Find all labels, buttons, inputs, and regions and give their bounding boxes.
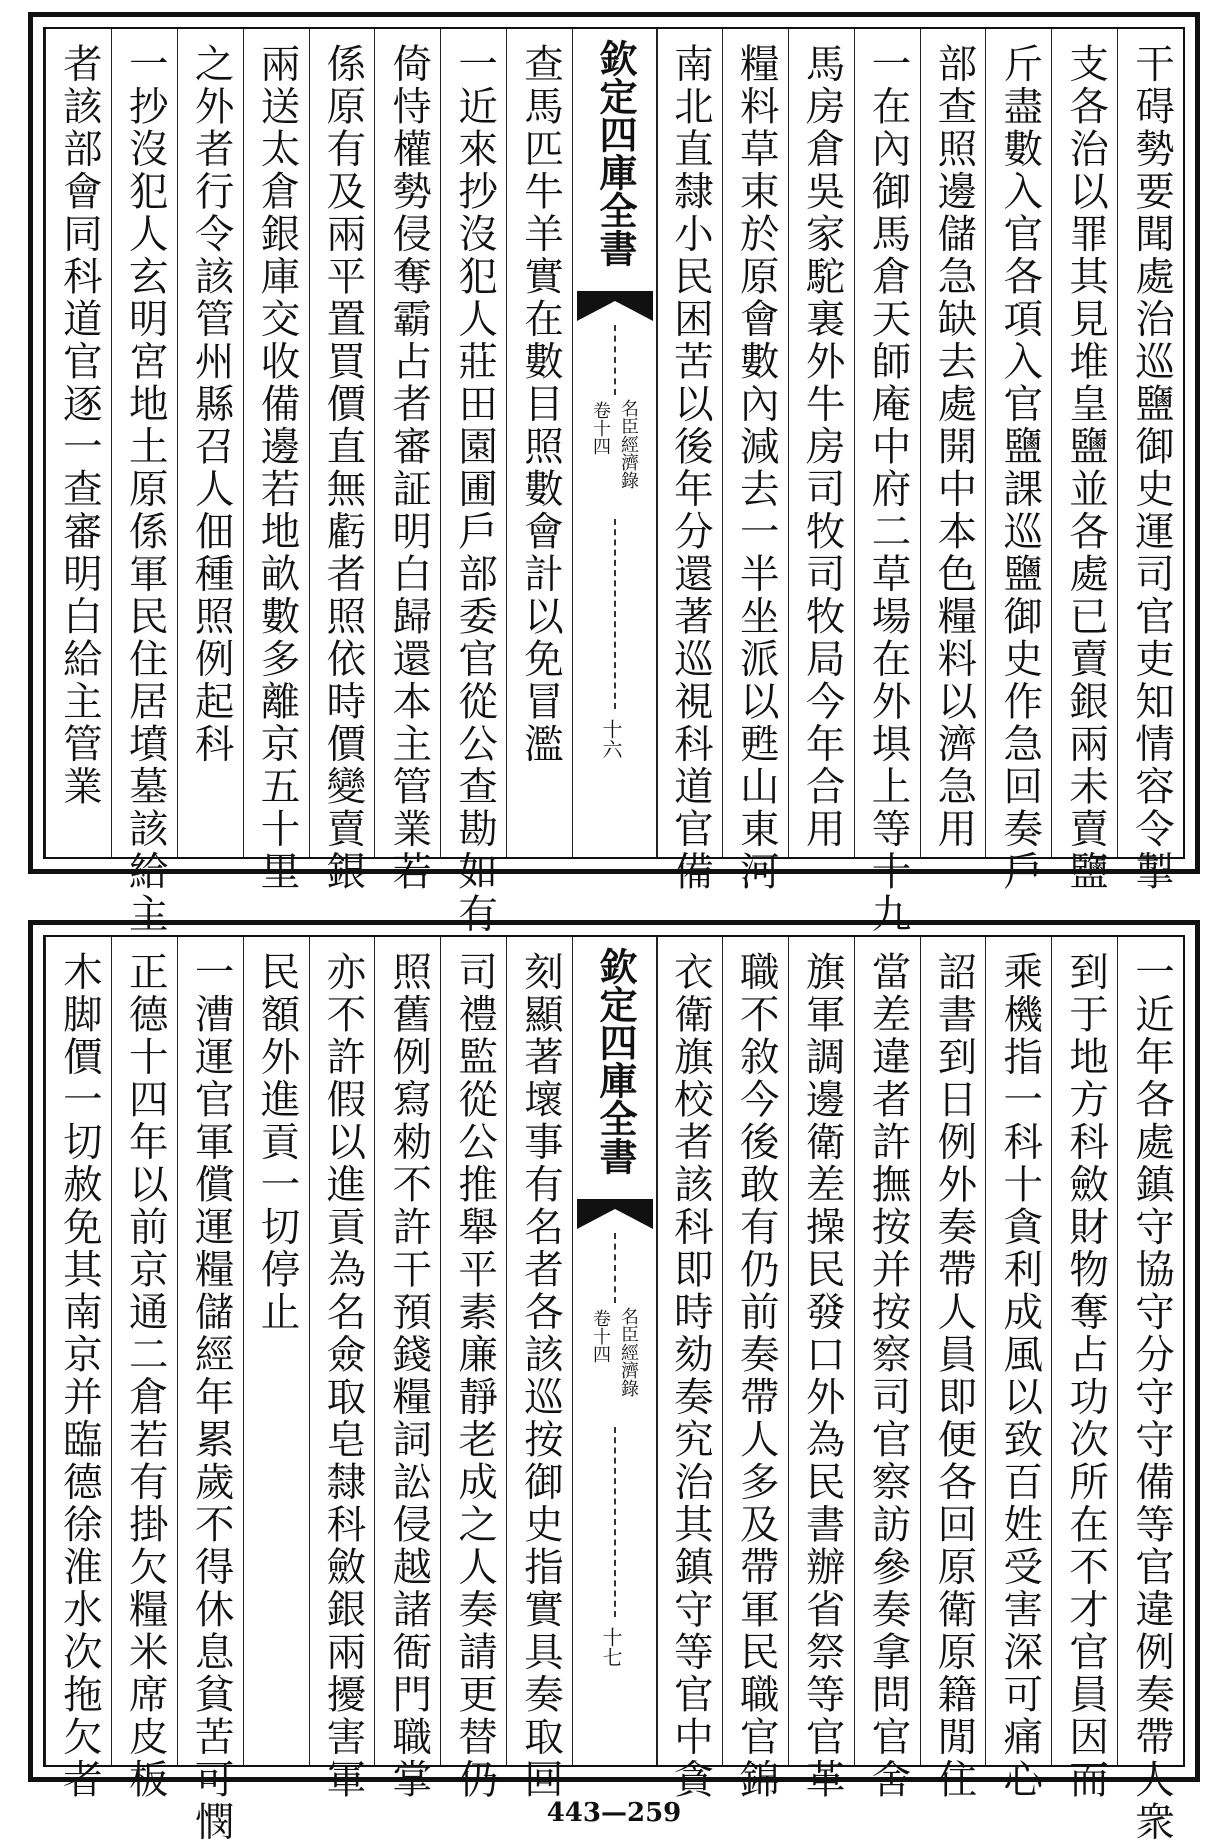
column xyxy=(45,937,112,1802)
column-text: 一近年各處鎮守協守分守守備等官違例奏帶人衆 xyxy=(1129,951,1175,1844)
column xyxy=(177,937,244,1844)
column-text: 一近來抄沒犯人莊田園圃戶部委官從公查勘如有 xyxy=(452,43,499,936)
column-text: 斤盡數入官各項入官鹽課巡鹽御史作急回奏戶 xyxy=(997,43,1044,894)
column xyxy=(374,29,441,894)
column xyxy=(177,29,244,857)
column-text: 者該部會同科道官逐一查審明白給主管業 xyxy=(56,43,103,809)
column-text: 兩送太倉銀庫交收備邊若地畝數多離京五十里 xyxy=(254,43,301,894)
column-text: 正德十四年以前京通二倉若有掛欠糧米席皮板 xyxy=(122,951,169,1802)
column xyxy=(440,937,507,1802)
column xyxy=(45,29,112,857)
column-text: 部查照邊儲急缺去處開中本色糧料以濟急用 xyxy=(931,43,978,851)
column xyxy=(854,937,921,1802)
column-text: 照舊例寫勑不許干預錢糧詞訟侵越諸衙門職掌 xyxy=(386,951,433,1802)
column xyxy=(788,29,855,857)
column xyxy=(1051,29,1118,894)
column xyxy=(985,29,1052,894)
column-text: 衣衛旗校者該科即時劾奏究治其鎮守等官中貪 xyxy=(667,951,714,1802)
column-text: 一在內御馬倉天師庵中府二草場在外埧上等十九 xyxy=(865,43,912,936)
column xyxy=(920,29,987,857)
column-text: 詔書到日例外奏帶人員即便各回原衛原籍閒住 xyxy=(931,951,978,1802)
column-text: 民額外進貢一切停止 xyxy=(254,951,301,1334)
column xyxy=(1051,937,1118,1802)
column-text: 乘機指一科十貪利成風以致百姓受害深可痛心 xyxy=(997,951,1044,1802)
column xyxy=(722,29,789,894)
column xyxy=(243,29,310,894)
column xyxy=(722,937,789,1802)
column xyxy=(788,937,855,1802)
column-text: 糧料草束於原會數內減去一半坐派以甦山東河 xyxy=(733,43,780,894)
fold-line xyxy=(614,325,616,395)
column-text: 一漕運官軍償運糧儲經年累歲不得休息貧苦可憫 xyxy=(188,951,235,1844)
column xyxy=(1117,29,1184,894)
folio-number: 十七 xyxy=(599,1627,623,1667)
column-text: 亦不許假以進貢為名僉取皂隸科斂銀兩擾害軍 xyxy=(320,951,367,1802)
column-text: 旗軍調邊衛差操民發口外為民書辦省祭等官革 xyxy=(799,951,846,1802)
collection-title: 名臣經濟錄 xyxy=(618,1307,639,1397)
column xyxy=(111,937,178,1802)
column xyxy=(243,937,310,1765)
page-top-frame xyxy=(43,27,1185,936)
column-text: 倚恃權勢侵奪霸占者審証明白歸還本主管業若 xyxy=(386,43,433,894)
fold-line xyxy=(614,1233,616,1303)
column-text: 之外者行令該管州縣召人佃種照例起科 xyxy=(188,43,235,766)
column xyxy=(854,29,921,936)
column xyxy=(440,29,507,936)
column-text: 木脚價一切赦免其南京并臨德徐淮水次拖欠者 xyxy=(56,951,103,1802)
collection-title: 名臣經濟錄 xyxy=(618,399,639,489)
column-text: 到于地方科斂財物奪占功次所在不才官員因而 xyxy=(1063,951,1110,1802)
column-text: 馬房倉吳家駝裏外牛房司牧司牧局今年合用 xyxy=(799,43,846,851)
center-fold xyxy=(572,937,658,1765)
book-title: 欽定四庫全書 xyxy=(593,947,638,1175)
page-number: 443—259 xyxy=(546,1798,682,1828)
column-text: 干碍勢要聞處治巡鹽御史運司官吏知情容令掣 xyxy=(1129,43,1175,894)
column-text: 刻顯著壞事有名者各該巡按御史指實具奏取回 xyxy=(518,951,564,1802)
column xyxy=(309,937,376,1802)
folio-number: 十六 xyxy=(599,719,623,759)
fold-line xyxy=(614,1427,616,1617)
book-title: 欽定四庫全書 xyxy=(593,39,638,267)
fold-line xyxy=(614,519,616,709)
column xyxy=(985,937,1052,1802)
column-text: 職不敘今後敢有仍前奏帶人多及帶軍民職官錦 xyxy=(733,951,780,1802)
column-text: 一抄沒犯人玄明宮地土原係軍民住居墳墓該給主 xyxy=(122,43,169,936)
column-text: 查馬匹牛羊實在數目照數會計以免冒濫 xyxy=(518,43,564,766)
column-text: 南北直隸小民困苦以後年分還著巡視科道官備 xyxy=(667,43,714,894)
column xyxy=(506,937,573,1802)
column xyxy=(309,29,376,894)
column-text: 司禮監從公推舉平素廉靜老成之人奏請更替仍 xyxy=(452,951,499,1802)
column xyxy=(656,937,723,1802)
column xyxy=(656,29,723,894)
page-top xyxy=(28,12,1200,936)
fish-tail-mark xyxy=(577,1199,653,1229)
column-text: 支各治以罪其見堆皇鹽並各處已賣銀兩未賣鹽 xyxy=(1063,43,1110,894)
column-text: 當差違者許撫按并按察司官察訪參奏拿問官舍 xyxy=(865,951,912,1802)
volume-label: 卷十四 xyxy=(590,1309,611,1363)
volume-label: 卷十四 xyxy=(590,401,611,455)
column xyxy=(374,937,441,1802)
column xyxy=(111,29,178,936)
column xyxy=(920,937,987,1802)
column-text: 係原有及兩平置買價直無虧者照依時價變賣銀 xyxy=(320,43,367,894)
column xyxy=(1117,937,1184,1844)
column xyxy=(506,29,573,857)
fish-tail-mark xyxy=(577,291,653,321)
center-fold xyxy=(572,29,658,857)
